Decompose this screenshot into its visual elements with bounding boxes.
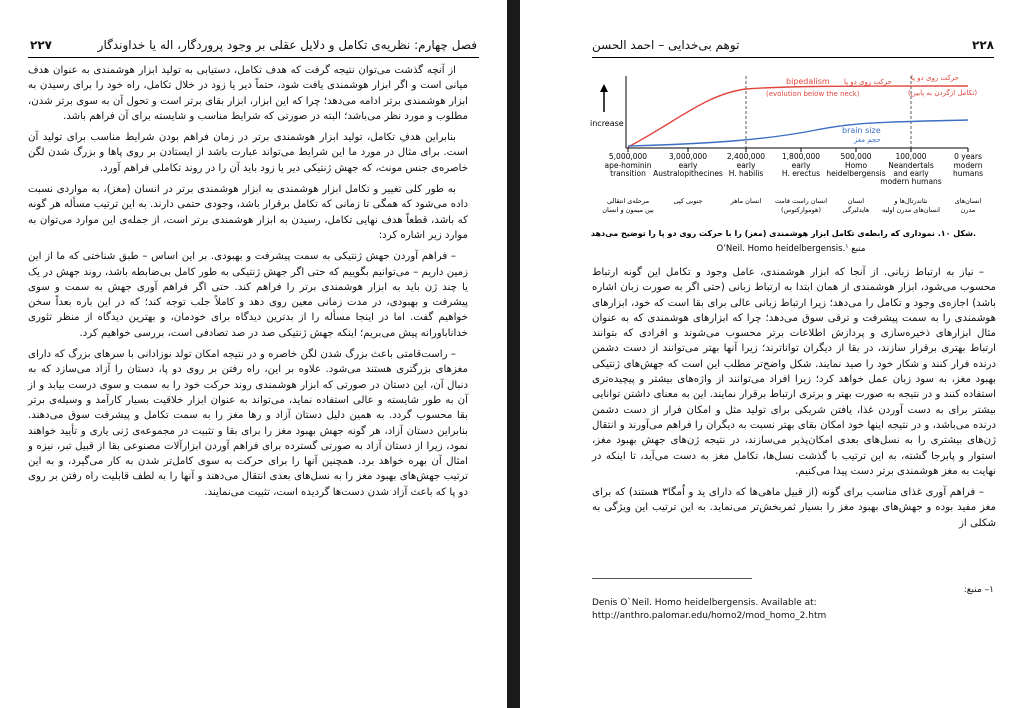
timeline-fa-label: (هوموارکتوس)	[780, 206, 822, 214]
timeline-label: early	[678, 161, 698, 170]
footnote	[592, 584, 994, 623]
brain-size-label: brain size	[842, 126, 881, 135]
timeline-label: 100,000	[895, 152, 927, 161]
timeline-label: modern humans	[880, 177, 942, 186]
arrow-head-icon	[600, 84, 608, 92]
left-body	[28, 63, 468, 506]
left-page	[0, 0, 507, 708]
timeline-label: heidelbergensis	[826, 169, 886, 178]
timeline-label: 5,000,000	[608, 152, 648, 161]
timeline-fa-label: انسان‌های	[954, 197, 982, 205]
running-title: توهم بی‌خدایی – احمد الحسن	[592, 38, 740, 52]
timeline-label: humans	[952, 169, 984, 178]
timeline-fa-label: نئاندرتال‌ها و	[894, 197, 928, 205]
brain-size-curve	[628, 120, 968, 146]
timeline-label: H. habilis	[728, 169, 764, 178]
paragraph: از آنچه گذشت می‌توان نتیجه گرفت که هدف تکامل، دستیابی به تولید ابزار هوشمندی به عنوان هدف میانی است و اگر ابزار هوشمندی یافت شود، حتماً دیر یا زود در خلال تکامل، راه خود را برای رسیدن به ابزار هوشمندی برتر ادامه می‌دهد؛ چرا که این ابزار، ابزار بقای برتر است و تحول آن به سوی برتر شدن، مطلوب و مورد نظر می‌باشد؛ البته در صورتی که شرایط مناسب و شایسته برای آن فراهم باشد.	[28, 65, 468, 122]
page-number: ۲۲۸	[972, 38, 994, 52]
timeline-axis	[602, 148, 983, 214]
left-page-header	[30, 38, 477, 58]
timeline-label: Australopithecines	[653, 169, 723, 178]
timeline-label: ape-hominin	[604, 161, 652, 170]
paragraph: – نیاز به ارتباط زبانی. از آنجا که ابزار هوشمندی، عامل وجود و تکامل این گونه ارتباط محسوب می‌شود، ابزار هوشمندی از همان ابتدا به ارتباط زبانی (حتی اگر به صورت زبان اشاره باشد) اجازه‌ی وجود و تکامل را می‌دهد؛ زیرا ارتباط زبانی عالی برای بقا است که خود، ابزارهای هوشمندی را به سمت پیشرفت و ترقی سوق می‌دهد؛ چرا که ابزارهای هوشمندی که به عنوان مثال ابزارهای ذخیره‌سازی و پردازش اطلاعات برتر محسوب می‌شوند و افرادی که بتوانند ارتباط بهتری برقرار سازند، در بقا از دیگران تواناترند؛ زیرا آنها بهتر می‌توانند از دست دشمن درنده فرار کنند و شکار خود را صید نمایند. شکل واضح‌تر مطلب این است که جهش‌های ژنتیکی بهبود مغز، به سود زبان عمل خواهد کرد؛ زیرا افراد می‌توانند از واژه‌های بیشتر و پیچیده‌تری استفاده کنند و در نتیجه به صورت بهتر و برتری ارتباط برقرار نمایند. این به معنای داشتن توانایی بیشتر برای به دست آوردن غذا، یافتن شریکی برای تولید مثل و امکان فرار از دست دشمن درنده می‌باشد، و در نتیجه اینها خود امکان بقای بهتر نسبت به دیگران را فراهم می‌آورند و انتقال ژن‌های بیشتری را به نسل‌های بعدی امکان‌پذیر می‌سازند، در نتیجه ژن‌های جهش بهبود مغز، استوار و پابرجا گشته، به این ترتیب با گذشت نسل‌ها، تکامل مغز به دست می‌آید، تا اینکه در نهایت به مغز هوشمندی برتر دست پیدا می‌کنیم.	[592, 267, 996, 477]
timeline-fa-label: مرحله‌ی انتقالی	[606, 197, 650, 205]
right-page-header	[592, 38, 994, 58]
figure-source: O’Neil. Homo heidelbergensis.$^۱$ منبع	[716, 243, 866, 254]
footnote-rule	[592, 578, 752, 579]
timeline-label: early	[736, 161, 756, 170]
page-gutter	[507, 0, 520, 708]
bipedalism-fa-label: حرکت روی دو پا	[844, 78, 892, 86]
timeline-fa-label: انسان	[847, 197, 865, 205]
evolution-fa-label: (تکامل ازگردن به پایین)	[908, 89, 978, 97]
timeline-label: H. erectus	[781, 169, 821, 178]
timeline-label: Homo	[844, 161, 868, 170]
brain-size-fa-label: حجم مغز	[854, 136, 881, 144]
timeline-label: 2,400,000	[726, 152, 766, 161]
timeline-label: modern	[953, 161, 983, 170]
footnote-marker: ۱– منبع:	[963, 585, 994, 595]
right-body	[592, 265, 996, 537]
running-title: فصل چهارم: نظریه‌ی تکامل و دلایل عقلی بر وجود پروردگار، اله یا خداوند‌گار	[97, 38, 477, 52]
page-number: ۲۲۷	[30, 38, 52, 52]
timeline-fa-label: جنوبی کپی	[673, 197, 703, 205]
timeline-label: 0 years	[954, 152, 982, 161]
paragraph: – راست‌قامتی باعث بزرگ شدن لگن خاصره و در نتیجه امکان تولد نوزادانی با سرهای بزرگ که دارای مغزهای بزرگتری هستند می‌شود. علاوه بر این، راه رفتن بر روی دو پا، دستان را آزاد می‌سازد که به دنبال آن، این دستان در صورتی که ابزار هوشمندی روند حرکت خود را به سمت و سوی درست بیابد و از آن به طور شایسته و عالی استفاده نماید، می‌تواند به عنوان ابزار خلاقیت بسیار کارآمد و وسیله‌ی برتر بقا محسوب گردد. به همین دلیل دستان آزاد و رها مغز را به سمت تکامل و پیشرفت سوق می‌دهند. بنابراین دستان آزاد، هر گونه جهش بهبود مغز را برای بقا و تثبیت در مجموعه‌ی ژنی یاری و تأیید خواهند نمود، زیرا از دستان آزاد به صورتی گسترده برای فراهم آوردن ابزارآلات مصنوعی بقا از قبیل تبر، نیزه و امثال آن بهره خواهد برد. همچنین آنها را برای حرکت به سوی کامل‌تر شدن به کار می‌گیرد، و به این ترتیب جهش‌های بهبود مغز را به نسل‌های بعدی انتقال می‌دهند و آنها را به لطف قابلیت راه رفتن بر روی دو پا که باعث آزاد شدن دست‌ها گردیده است، تثبیت می‌نمایند.	[28, 349, 468, 498]
footnote-line: Denis O`Neil. Homo heidelbergensis. Available at:	[592, 598, 817, 608]
timeline-fa-label: انسان ماهر	[730, 197, 762, 205]
header-rule	[28, 57, 479, 58]
timeline-label: 3,000,000	[668, 152, 708, 161]
evolution-figure	[586, 62, 996, 262]
paragraph: به طور کلی تغییر و تکامل ابزار هوشمندی به ابزار هوشمندی برتر در انسان (مغز)، به مواردی نسبت داده می‌شود که همگی تا زمانی که تکامل برقرار باشد، وجودی حتمی دارند. به این ترتیب مسأله هر گونه که باشد، قطعاً هدف نهایی تکامل، رسیدن به ابزار هوشمندی برتر است، از جمله‌ی این موارد می‌توان به موارد زیر اشاره کرد:	[28, 184, 468, 241]
timeline-fa-label: هایدلبرگی	[842, 206, 870, 214]
right-page	[520, 0, 1024, 708]
timeline-fa-label: مدرن	[960, 206, 976, 214]
timeline-fa-label: انسان‌های مدرن اولیه	[882, 206, 940, 214]
footnote-url: http://anthro.palomar.edu/homo2/mod_homo_2.htm	[592, 611, 827, 621]
timeline-label: 1,800,000	[781, 152, 821, 161]
bipedalism-fa-label-right: حرکت روی دو پا	[911, 74, 959, 82]
paragraph: – فراهم آوری غذای مناسب برای گونه (از قبیل ماهی‌ها که دارای ید و اُمگا۳ هستند) که برای مغز مفید بوده و جهش‌های بهبود مغز را بسیار ثمربخش‌تر می‌نماید. به این ترتیب این ویژگی به شکلی از	[592, 487, 996, 529]
timeline-label: Neandertals	[888, 161, 934, 170]
increase-label: increase	[590, 119, 624, 128]
timeline-fa-label: انسان راست قامت	[774, 197, 828, 205]
header-rule	[592, 57, 994, 58]
evolution-label: (evolution below the neck)	[766, 90, 860, 98]
paragraph: بنابراین هدفِ تکامل، تولید ابزار هوشمندی برتر در زمان فراهم بودن شرایط مناسب برای تولید آن است. برای مثال در مورد ما این شرایط می‌تواند عبارت باشد از ایستادن بر روی پاها و بزرگ شدن لگن خاصره‌ی جنس مونث، که جهش ژنتیکی دیر یا زود باید آن را در روند تکاملی فراهم آورد.	[28, 132, 468, 174]
timeline-fa-label: بین میمون و انسان	[602, 206, 654, 214]
timeline-label: and early	[893, 169, 929, 178]
timeline-label: transition	[610, 169, 646, 178]
timeline-label: 500,000	[840, 152, 872, 161]
bipedalism-label: bipedalism	[786, 77, 830, 86]
timeline-label: early	[791, 161, 811, 170]
figure-caption: شکل ۱۰. نموداری که رابطه‌ی تکامل ابزار هوشمندی (مغز) را با حرکت روی دو پا را توضیح می‌دهد.	[590, 229, 976, 238]
paragraph: – فراهم آوردن جهش ژنتیکی به سمت پیشرفت و بهبودی. بر این اساس – طبق شناختی که ما از این زمین داریم – می‌توانیم بگوییم که حتی اگر جهش ژنتیکی به طور کامل بی‌ضابطه باشد، روند جهش در یک یا چند ژن باید به ابزار هوشمندی برتر را فراهم کند. حتی اگر فراهم آوری جهش به سمت و سوی پیشرفت و بهبودی، در مدت زمانی معین روی دهد و کاملاً جلب توجه کند؛ که در این باره بعداً سخن خواهیم گفت. اما در اینجا مسأله را از بدترین دیدگاه برای خودمان، و بهترین دیدگاه از منظر تئوری خداناباورانه پیش می‌بریم؛ اینکه جهش ژنتیکی صد در صد تصادفی است، بررسی خواهیم کرد.	[28, 251, 468, 339]
